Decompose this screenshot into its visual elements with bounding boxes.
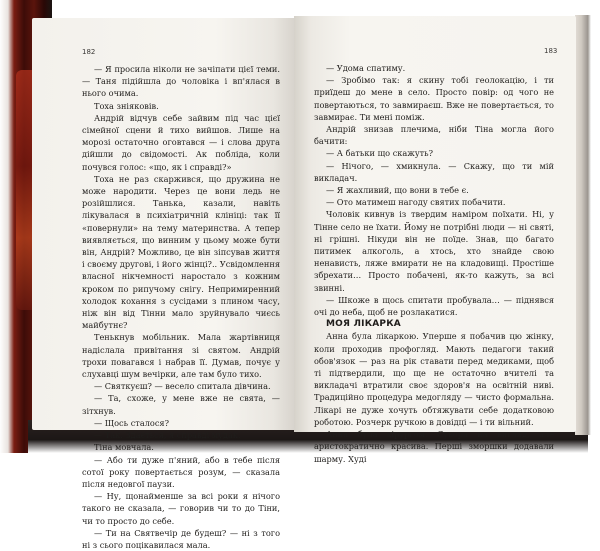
paragraph: — А батьки що скажуть?	[326, 148, 434, 159]
paragraph: Чоловік кивнув із твердим наміром поїхати. Ні, у Тінне село не їхати. Йому не потрібні люди — ні святі, ні грішні. Нікуди він не поїде. Знав, що багато питимек алкоголь, а хтось, хто знайде свою ненависть, ляже вмирати не на кладовищі. Простіше збрехати… Просто побачені, як-то кажуть, за всі звинні.	[314, 209, 554, 293]
page-number-left: 182	[82, 48, 96, 56]
paragraph: — Та, схоже, у мене вже не свята, — зітхнув.	[82, 393, 280, 416]
paragraph: Андрій відчув себе зайвим під час цієї сімейної сцени й тихо вийшов. Лише на морозі остаточно оговтався — і слова друга дійшли до свідомості. Ак побліда, коли почувся голос: «що, як і справді?»	[82, 112, 280, 172]
paragraph: Тоха зніяковів.	[94, 100, 159, 111]
paragraph: Анна була лікаркою. Уперше я побачив цю жінку, коли проходив профогляд. Мають педагоги такий обов'язок — раз на рік ставати перед медиками, щоб ті підтвердили, що ще не остаточно вчителі та викладачі втратили своє здоров'я на освітній ниві. Традиційно процедура медогляду — чисто формальна. Лікарі не дуже хочуть обтяжувати себе додатковою роботою. Розчерк ручкою в довідці — і ти вільний.	[314, 331, 554, 427]
paragraph: — Зробімо так: я скину тобі геолокацію, і ти приїдеш до мене в село. Просто повір: од чого не повертаються, то завмираєш. Вже не повертається, то завмирає. Ти мені поміж.	[314, 75, 554, 122]
paragraph: — Або ти дуже п'яний, або в тебе після сотої року повертається розум, — сказала після недовгої паузи.	[82, 454, 280, 489]
page-number-right: 183	[544, 47, 558, 55]
left-page-text	[82, 63, 280, 551]
section-title: МОЯ ЛІКАРКА	[326, 319, 401, 330]
paragraph: — Нічого, — хмикнула. — Скажу, що ти мій викладач.	[314, 160, 554, 183]
paragraph: — Я жахливий, що вони в тебе є.	[326, 185, 469, 196]
left-page	[32, 18, 294, 550]
right-page	[294, 16, 576, 464]
page-edges-right	[575, 15, 591, 435]
paragraph: Андрій знизав плечима, ніби Тіна могла його бачити:	[314, 124, 554, 147]
paragraph: — Так. Здається, я справді мудак.	[94, 430, 241, 441]
paragraph: — Ото матимеш нагоду святих побачити.	[326, 197, 506, 208]
right-page-text	[314, 62, 554, 465]
paragraph: — Я просила ніколи не зачіпати цієї теми. — Таня підійшла до чоловіка і вп'ялася в нього очима.	[82, 64, 280, 99]
paragraph: Тенькнув мобільник. Мала жартівниця надіслала привітання зі святом. Андрій трохи повагався і набрав її. Думав, почує у слухавці шум вечірки, але там було тихо.	[82, 332, 280, 380]
paragraph: — Святкуєш? — весело спитала дівчина.	[94, 381, 271, 392]
paragraph: Тіна мовчала.	[94, 442, 154, 453]
paragraph: — Щось сталося?	[94, 417, 169, 428]
paragraph: — Ну, щонайменше за всі роки я нічого такого не сказала, — говорив чи то до Тіни, чи то просто до себе.	[82, 491, 280, 526]
paragraph: — Ти на Святвечір де будеш? — ні з того ні з сього поцікавилася мала.	[82, 527, 280, 550]
paragraph: — Шкоже в щось спитати пробувала… — піднявся очі до неба, щоб не розлакатися.	[314, 294, 554, 318]
paragraph: Анна була хірургом. Сувора на вигляд, але аристократично красива. Перші зморшки додавали шарму. Худі	[314, 429, 554, 464]
paragraph: — Удома спатиму.	[326, 63, 406, 73]
paragraph: Тоха не раз скаржився, що дружина не може народити. Через це вони ледь не розійшлися. Танька, казали, навіть лікувалася в психіатричній клініці: так її «повернули» на тему материнства. А тепер виявляється, що винним у цьому може бути він, Андрій? Можливо, це він зіпсував життя і своєму другові, і його жінці?.. Усвідомлення власної нікчемності наростало з кожним кроком по рипучому снігу. Непримиренний холодок кохання з сусідами з плином часу, ніж він від Тінни мало зруйнувало чиєсь майбутнє?	[82, 173, 280, 331]
